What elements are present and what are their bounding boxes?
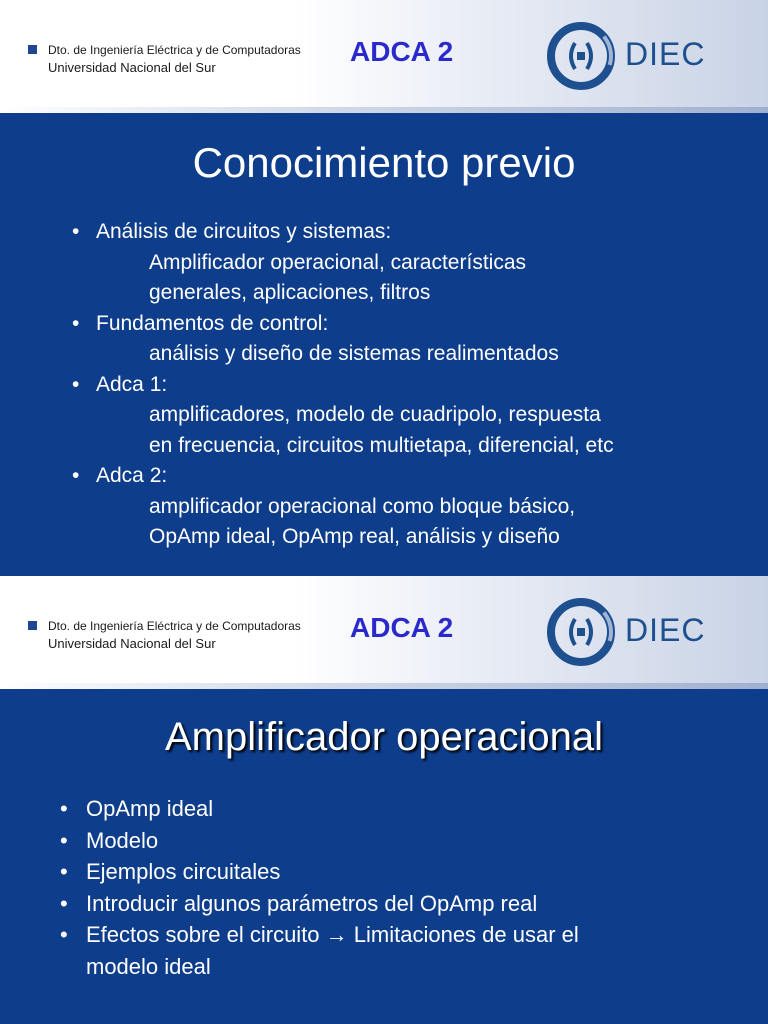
list-subitem: amplificadores, modelo de cuadripolo, respuesta [149, 403, 601, 426]
slide-2 [0, 576, 768, 1024]
diec-logo-icon [545, 18, 617, 94]
dept-name: Dto. de Ingeniería Eléctrica y de Computadoras [48, 43, 301, 57]
diec-logo [545, 18, 705, 94]
list-item: • Análisis de circuitos y sistemas: [72, 220, 392, 243]
bullet-list [60, 793, 579, 982]
slide-title: Conocimiento previo [192, 139, 576, 186]
list-item: • Adca 2: [72, 464, 168, 487]
list-item: • Adca 1: [72, 372, 168, 396]
list-subitem: amplificador operacional como bloque básico, [149, 494, 576, 518]
slide-header [0, 576, 768, 689]
list-item: • Modelo [60, 827, 159, 853]
list-item: • Efectos sobre el circuito → Limitaciones de usar el [60, 922, 579, 947]
list-item: • OpAmp ideal [60, 796, 214, 821]
logo-text: DIEC [625, 36, 706, 72]
list-subitem: análisis y diseño de sistemas realimentados [149, 342, 559, 365]
slide-body [0, 113, 768, 576]
university-name: Universidad Nacional del Sur [48, 60, 216, 75]
list-subitem: en frecuencia, circuitos multietapa, diferencial, etc [149, 433, 614, 457]
course-title: ADCA 2 [350, 36, 454, 67]
university-name: Universidad Nacional del Sur [48, 636, 216, 651]
slide-body [0, 689, 768, 1024]
dept-square-icon [28, 621, 37, 630]
dept-square-icon [28, 45, 37, 54]
bullet-list [72, 217, 614, 553]
list-item: • Introducir algunos parámetros del OpAmp real [60, 890, 538, 916]
diec-logo [545, 594, 705, 670]
list-subitem: generales, aplicaciones, filtros [149, 281, 431, 304]
list-item-continuation: modelo ideal [86, 953, 211, 979]
list-subitem: Amplificador operacional, características [149, 250, 526, 274]
dept-name: Dto. de Ingeniería Eléctrica y de Computadoras [48, 619, 301, 633]
list-item: • Ejemplos circuitales [60, 859, 281, 884]
list-subitem: OpAmp ideal, OpAmp real, análisis y diseño [149, 525, 560, 548]
diec-logo-icon [545, 594, 617, 670]
course-title: ADCA 2 [350, 612, 454, 643]
list-item: • Fundamentos de control: [72, 311, 329, 335]
slide-title: Amplificador operacional [164, 715, 603, 759]
slide-header [0, 0, 768, 113]
logo-text: DIEC [625, 612, 706, 648]
